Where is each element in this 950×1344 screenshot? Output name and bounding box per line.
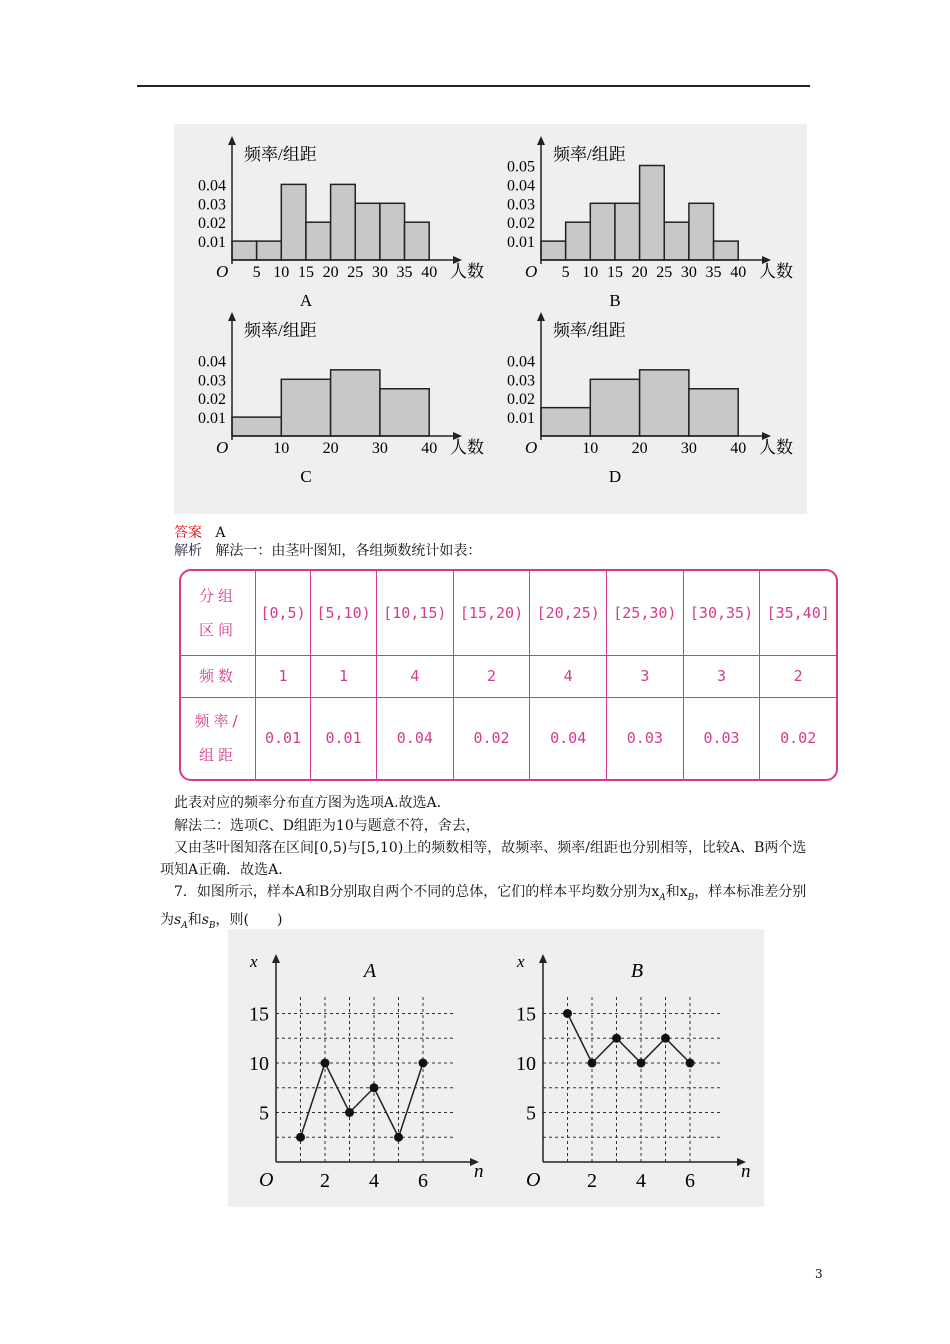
table-cell: 3 [607, 655, 684, 697]
header-rule [137, 85, 810, 87]
sd-a: $s_A$ [174, 911, 188, 931]
histogram-bar [331, 370, 380, 436]
data-point [345, 1108, 354, 1117]
histogram-bar [281, 379, 330, 436]
x-axis-label: n [741, 1161, 751, 1182]
data-point [588, 1059, 597, 1068]
frequency-table [179, 569, 838, 781]
y-tick-label: 0.02 [198, 215, 226, 233]
histogram-bar [232, 241, 257, 260]
x-tick-label: 10 [582, 440, 599, 457]
y-tick-label: 0.03 [507, 372, 535, 390]
x-tick-label: 10 [273, 264, 290, 281]
analysis-text: 解法一：由茎叶图知，各组频数统计如表： [215, 543, 482, 559]
x-tick-label: 40 [421, 264, 438, 281]
y-tick-label: 0.03 [198, 196, 226, 214]
histogram-bar [306, 222, 331, 260]
table-cell: 1 [256, 655, 311, 697]
y-axis-arrow-icon [228, 136, 236, 145]
table-cell: [5,10) [311, 571, 377, 655]
x-tick-label: 6 [418, 1170, 428, 1192]
histogram-C [198, 312, 484, 486]
y-tick-label: 0.04 [507, 353, 535, 371]
table-cell: [15,20) [453, 571, 530, 655]
panel-label: A [363, 960, 377, 982]
y-tick-label: 0.01 [198, 234, 226, 252]
data-point [321, 1059, 330, 1068]
histogram-bar [541, 408, 590, 436]
histogram-bar [355, 203, 380, 260]
y-tick-label: 15 [516, 1003, 536, 1026]
y-tick-label: 0.01 [198, 410, 226, 428]
panel-label: B [630, 960, 644, 982]
table-header: 分组区间 [181, 571, 256, 655]
panel-label: A [299, 291, 313, 310]
histogram-A [198, 136, 484, 310]
method-two-text: 解法二：选项C、D组距为10与题意不符，舍去， [174, 818, 480, 834]
y-tick-label: 0.03 [507, 196, 535, 214]
y-axis-label: 频率/组距 [244, 321, 317, 340]
histogram-bar [615, 203, 640, 260]
table-cell: 1 [311, 655, 377, 697]
x-tick-label: 20 [322, 264, 339, 281]
histogram-figure [174, 124, 807, 514]
table-cell: [30,35) [683, 571, 760, 655]
y-axis-arrow-icon [537, 312, 545, 321]
histogram-bar [664, 222, 689, 260]
table-row [181, 655, 836, 697]
y-tick-label: 0.05 [507, 158, 535, 176]
histogram-bar [380, 203, 405, 260]
histogram-bar [541, 241, 566, 260]
histogram-bar [257, 241, 282, 260]
analysis-line [174, 540, 481, 562]
data-point [612, 1034, 621, 1043]
table-cell: 4 [530, 655, 607, 697]
y-tick-label: 10 [249, 1053, 269, 1075]
histogram-bar [566, 222, 591, 260]
histogram-bar [689, 389, 738, 436]
sd-b: $s_B$ [201, 911, 216, 931]
table-cell: [35,40] [760, 571, 836, 655]
x-axis-label: n [474, 1161, 484, 1182]
table-cell: 2 [760, 655, 836, 697]
y-tick-label: 0.02 [507, 391, 535, 409]
table-cell: 0.01 [256, 697, 311, 779]
x-tick-label: 5 [252, 264, 261, 281]
table-cell: [10,15) [377, 571, 454, 655]
y-axis-arrow-icon [272, 954, 280, 963]
q7-text: 和 [665, 884, 680, 900]
histogram-bar [714, 241, 739, 260]
q7-text: ，样本标准差分别为 [160, 884, 807, 928]
table-cell: 0.02 [760, 697, 836, 779]
table-cell: 2 [453, 655, 530, 697]
method-two-detail: 又由茎叶图知落在区间[0,5)与[5,10)上的频数相等，故频率、频率/组距也分别相等，比较A、B两个选项知A正确．故选A. [160, 840, 807, 878]
table-row [181, 571, 836, 655]
origin-label: O [216, 438, 229, 457]
table-header: 频率/组距 [181, 697, 256, 779]
y-axis-label: x [517, 952, 525, 971]
table-row [181, 697, 836, 779]
x-tick-label: 15 [606, 264, 623, 281]
y-tick-label: 0.03 [198, 372, 226, 390]
y-axis-label: x [250, 952, 258, 971]
y-axis-label: 频率/组距 [244, 145, 317, 164]
origin-label: O [526, 1169, 541, 1191]
x-tick-label: 20 [631, 440, 648, 457]
x-tick-label: 40 [730, 440, 747, 457]
origin-label: O [259, 1169, 274, 1191]
x-tick-label: 20 [631, 264, 648, 281]
panel-label: B [609, 291, 621, 310]
x-tick-label: 30 [371, 440, 388, 457]
y-tick-label: 10 [516, 1053, 536, 1075]
x-tick-label: 6 [685, 1170, 695, 1192]
y-tick-label: 0.02 [507, 215, 535, 233]
line-plot-panels [228, 929, 764, 1207]
histogram-bar [590, 203, 615, 260]
x-tick-label: 40 [730, 264, 747, 281]
table-cell: 3 [683, 655, 760, 697]
table-cell: [25,30) [607, 571, 684, 655]
answer-value: A [215, 525, 226, 541]
data-point [419, 1059, 428, 1068]
histogram-bar [380, 389, 429, 436]
y-tick-label: 5 [526, 1102, 536, 1125]
data-point [563, 1009, 572, 1018]
table-cell: 0.03 [607, 697, 684, 779]
x-tick-label: 20 [322, 440, 339, 457]
x-tick-label: 25 [656, 264, 673, 281]
origin-label: O [525, 438, 538, 457]
origin-label: O [216, 262, 229, 281]
table-cell: 0.03 [683, 697, 760, 779]
analysis-label: 解析 [174, 543, 202, 559]
histogram-panels [174, 124, 807, 514]
q7-text: 7．如图所示，样本A和B分别取自两个不同的总体，它们的样本平均数分别为 [174, 884, 652, 900]
line-plot-A [249, 952, 484, 1192]
panel-label: C [300, 467, 312, 486]
x-tick-label: 30 [371, 264, 388, 281]
y-tick-label: 0.01 [507, 234, 535, 252]
table-cell: [20,25) [530, 571, 607, 655]
y-axis-arrow-icon [228, 312, 236, 321]
mean-a: $x_A$ [651, 884, 666, 903]
conclusion-text: 此表对应的频率分布直方图为选项A.故选A. [174, 795, 442, 811]
x-tick-label: 2 [587, 1170, 597, 1192]
answer-line [174, 522, 225, 542]
table-cell: 4 [377, 655, 454, 697]
x-tick-label: 30 [680, 264, 697, 281]
x-tick-label: 10 [582, 264, 599, 281]
line-plot-figure [228, 929, 764, 1207]
histogram-bar [331, 184, 356, 260]
table-cell: 0.04 [530, 697, 607, 779]
table-cell: 0.01 [311, 697, 377, 779]
x-tick-label: 35 [705, 264, 722, 281]
y-tick-label: 5 [259, 1102, 269, 1125]
x-tick-label: 25 [347, 264, 364, 281]
x-tick-label: 4 [369, 1170, 379, 1192]
q7-text: ，则( ) [215, 911, 283, 928]
x-axis-unit: 人数 [759, 438, 793, 457]
x-tick-label: 5 [561, 264, 570, 281]
data-point [296, 1133, 305, 1142]
x-axis-unit: 人数 [450, 262, 484, 281]
mean-b: $x_B$ [679, 884, 695, 903]
x-tick-label: 2 [320, 1170, 330, 1192]
histogram-bar [640, 370, 689, 436]
origin-label: O [525, 262, 538, 281]
q7-text: 和 [187, 911, 202, 928]
x-tick-label: 15 [297, 264, 314, 281]
y-tick-label: 15 [249, 1003, 269, 1026]
data-point [637, 1059, 646, 1068]
y-tick-label: 0.04 [507, 177, 535, 195]
panel-label: D [608, 467, 622, 486]
x-tick-label: 40 [421, 440, 438, 457]
x-axis-unit: 人数 [450, 438, 484, 457]
answer-label: 答案 [174, 525, 202, 541]
table-cell: 0.04 [377, 697, 454, 779]
y-tick-label: 0.04 [198, 177, 226, 195]
histogram-D [507, 312, 793, 486]
x-tick-label: 35 [396, 264, 413, 281]
data-point [394, 1133, 403, 1142]
table-cell: 0.02 [453, 697, 530, 779]
histogram-bar [640, 166, 665, 261]
y-axis-label: 频率/组距 [553, 145, 626, 164]
y-axis-label: 频率/组距 [553, 321, 626, 340]
x-tick-label: 30 [680, 440, 697, 457]
y-axis-arrow-icon [539, 954, 547, 963]
histogram-bar [232, 417, 281, 436]
table-cell: [0,5) [256, 571, 311, 655]
histogram-bar [590, 379, 639, 436]
x-axis-unit: 人数 [759, 262, 793, 281]
y-axis-arrow-icon [537, 136, 545, 145]
y-tick-label: 0.02 [198, 391, 226, 409]
x-tick-label: 10 [273, 440, 290, 457]
histogram-B [507, 136, 793, 310]
data-point [370, 1083, 379, 1092]
data-point [661, 1034, 670, 1043]
y-tick-label: 0.01 [507, 410, 535, 428]
series-line [301, 1063, 424, 1137]
data-point [686, 1059, 695, 1068]
x-tick-label: 4 [636, 1170, 646, 1192]
y-tick-label: 0.04 [198, 353, 226, 371]
table-header: 频数 [181, 655, 256, 697]
histogram-bar [689, 203, 714, 260]
line-plot-B [516, 952, 751, 1192]
histogram-bar [281, 184, 306, 260]
page-number: 3 [815, 1267, 823, 1281]
histogram-bar [405, 222, 430, 260]
